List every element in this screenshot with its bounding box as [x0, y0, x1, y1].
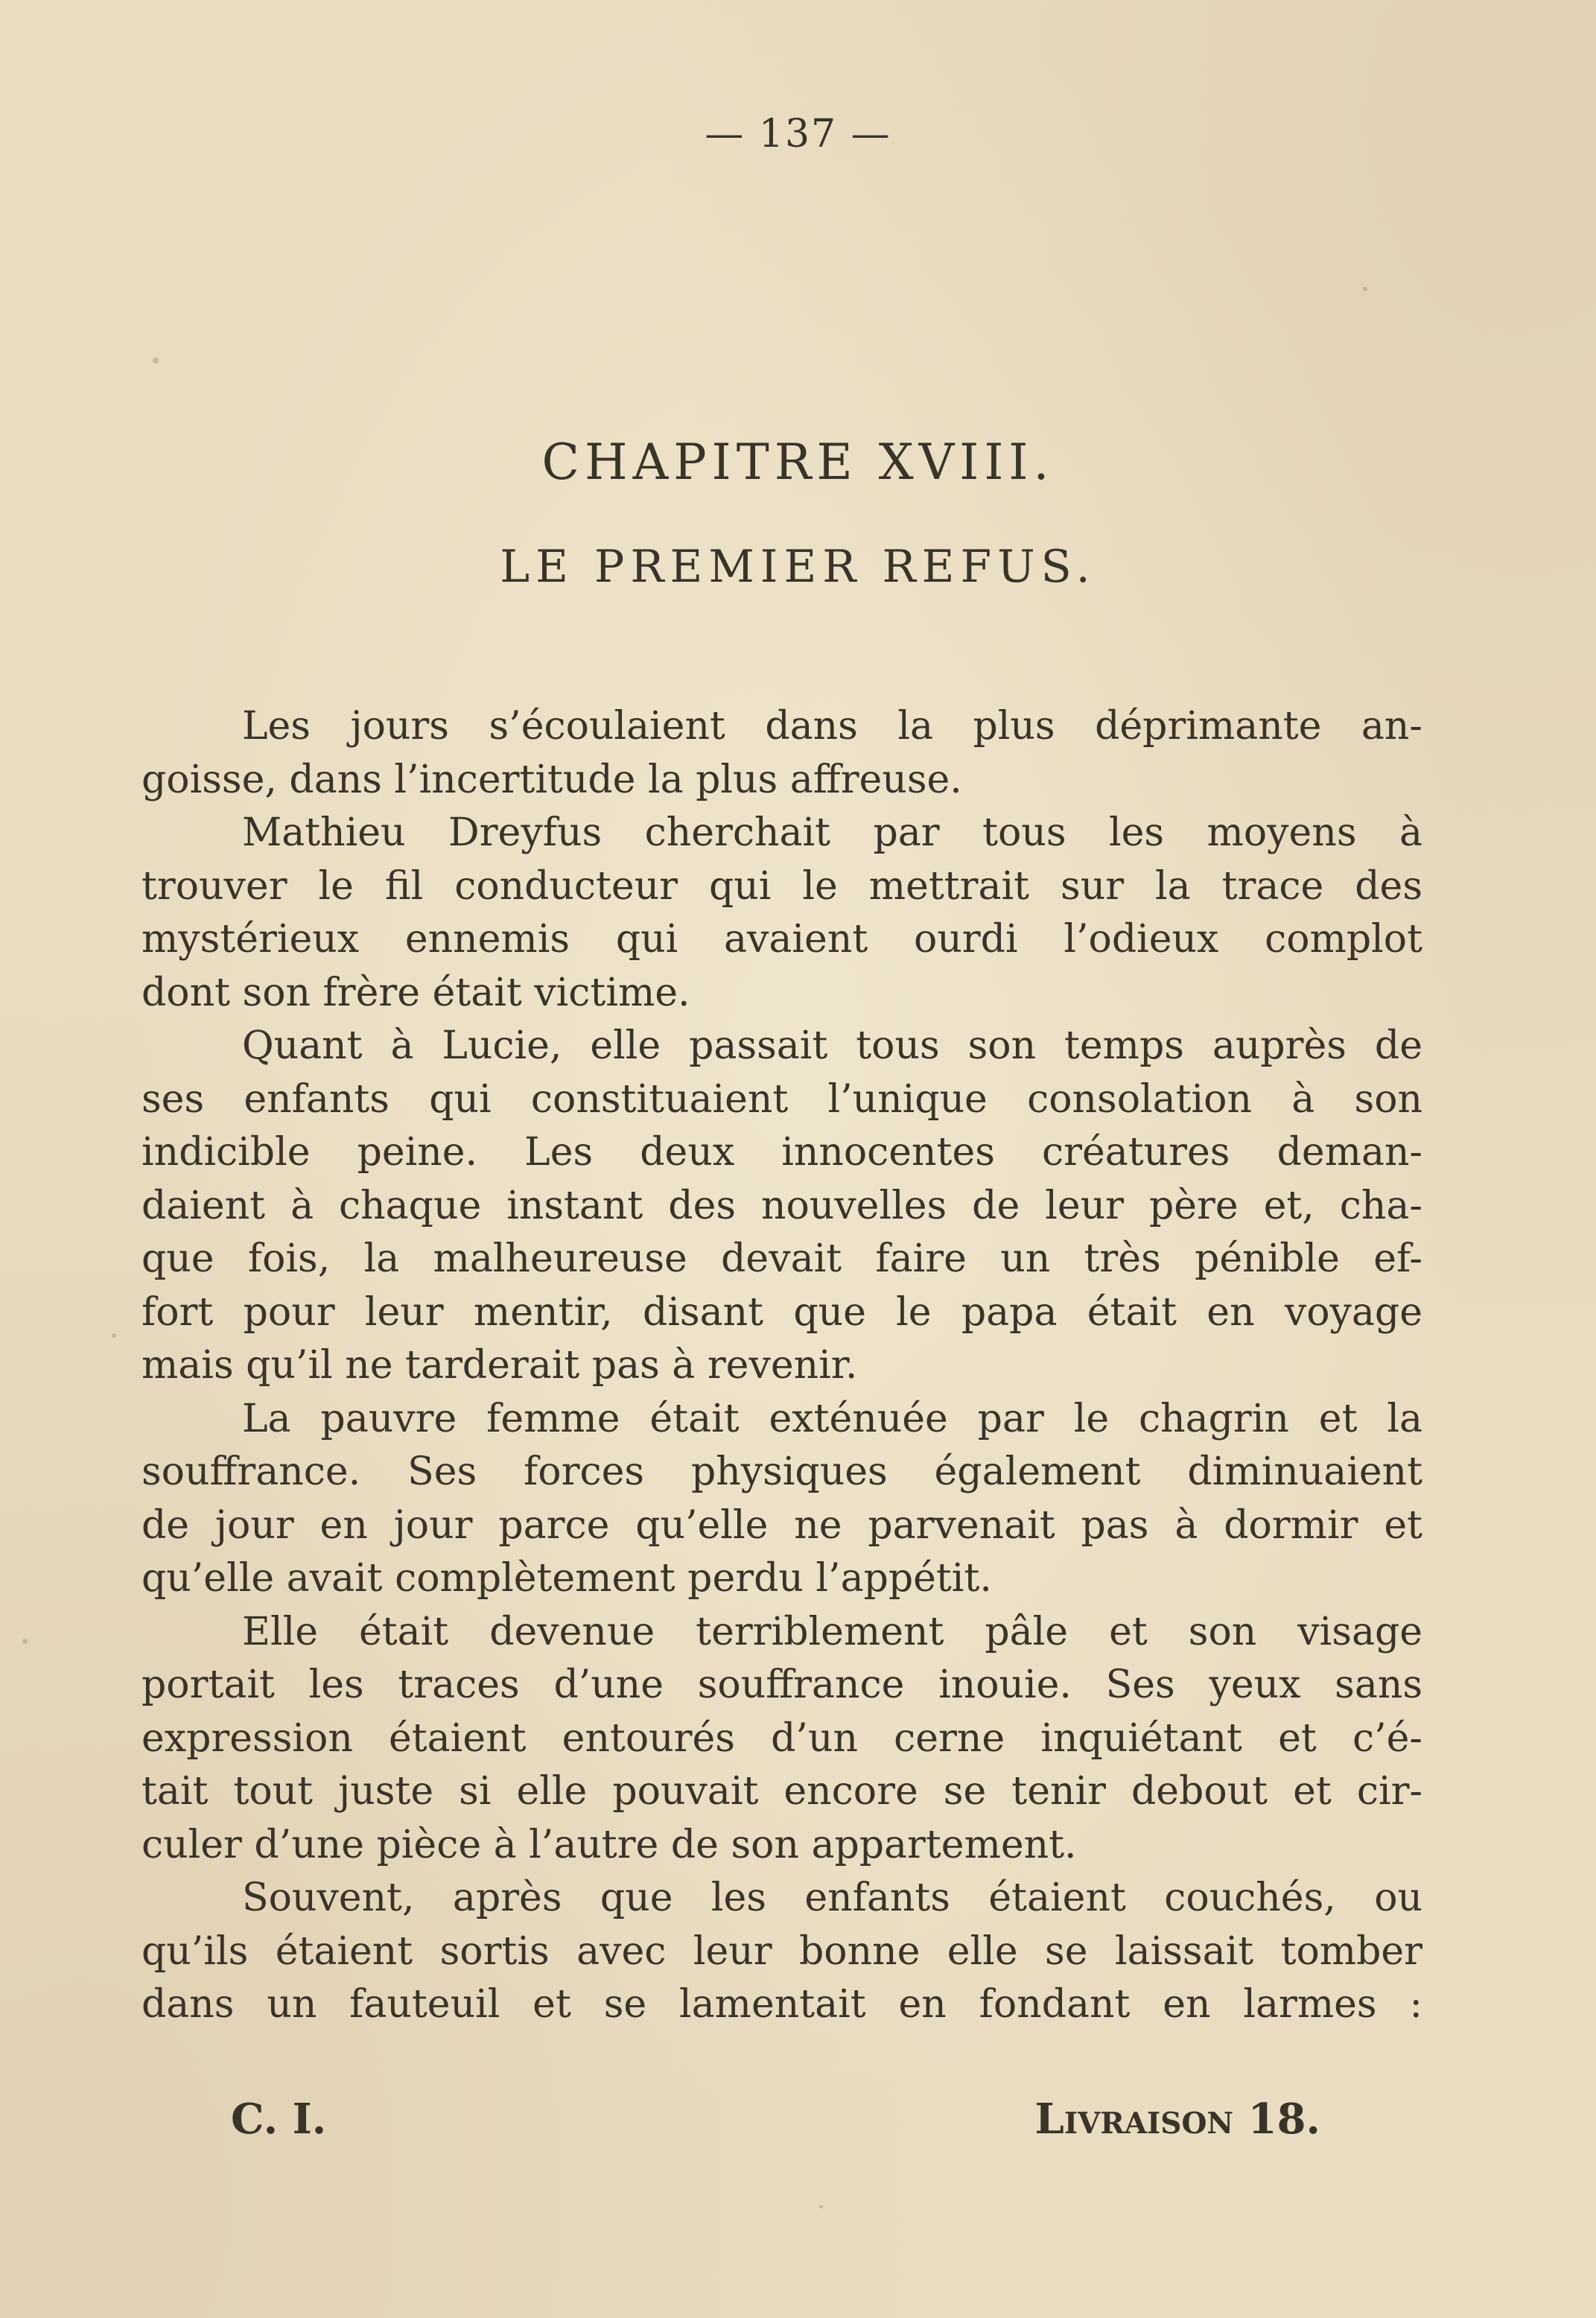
paper-speck — [22, 1639, 28, 1644]
text-line: fort pour leur mentir, disant que le papa était en voyage — [142, 1289, 1422, 1335]
paper-speck — [1363, 287, 1367, 291]
text-line: daient à chaque instant des nouvelles de leur père et, cha- — [142, 1183, 1422, 1228]
text-line: Elle était devenue terriblement pâle et son visage — [242, 1609, 1422, 1654]
text-line: qu’ils étaient sortis avec leur bonne elle se laissait tomber — [142, 1928, 1422, 1974]
text-line: trouver le fil conducteur qui le mettrait sur la trace des — [142, 863, 1422, 909]
text-line: goisse, dans l’incertitude la plus affreuse. — [142, 757, 962, 802]
text-line: portait les traces d’une souffrance inouie. Ses yeux sans — [142, 1663, 1422, 1707]
text-line: que fois, la malheureuse devait faire un très pénible ef- — [142, 1236, 1422, 1281]
text-line: Quant à Lucie, elle passait tous son temps auprès de — [242, 1023, 1422, 1068]
text-line: ses enfants qui constituaient l’unique consolation à son — [142, 1076, 1422, 1122]
page-number: — 137 — — [705, 112, 891, 156]
text-line: Les jours s’écoulaient dans la plus déprimante an- — [242, 704, 1422, 749]
chapter-subtitle: LE PREMIER REFUS. — [500, 541, 1096, 593]
paper-speck — [819, 2205, 823, 2209]
footer — [0, 2095, 1596, 2154]
text-line: mystérieux ennemis qui avaient ourdi l’odieux complot — [142, 917, 1422, 962]
text-line: mais qu’il ne tarderait pas à revenir. — [142, 1343, 858, 1388]
text-line: expression étaient entourés d’un cerne inquiétant et c’é- — [142, 1715, 1422, 1761]
body-text — [142, 700, 1422, 2032]
paper-speck — [112, 1333, 116, 1338]
text-line: culer d’une pièce à l’autre de son appartement. — [142, 1822, 1077, 1867]
text-line: La pauvre femme était exténuée par le chagrin et la — [242, 1396, 1422, 1441]
text-line: de jour en jour parce qu’elle ne parvenait pas à dormir et — [142, 1502, 1422, 1548]
text-line: Souvent, après que les enfants étaient couchés, ou — [242, 1876, 1422, 1920]
text-line: dans un fauteuil et se lamentait en fondant en larmes : — [142, 1982, 1422, 2027]
text-line: qu’elle avait complètement perdu l’appétit. — [142, 1556, 992, 1601]
footer-signature: C. I. — [231, 2095, 327, 2144]
paper-speck — [153, 358, 159, 363]
footer-installment: Livraison 18. — [1034, 2095, 1320, 2144]
text-line: souffrance. Ses forces physiques également diminuaient — [142, 1449, 1422, 1494]
chapter-title: CHAPITRE XVIII. — [541, 434, 1055, 491]
text-line: Mathieu Dreyfus cherchait par tous les moyens à — [242, 810, 1422, 855]
text-line: indicible peine. Les deux innocentes créatures deman- — [142, 1130, 1422, 1175]
text-line: tait tout juste si elle pouvait encore se tenir debout et cir- — [142, 1769, 1422, 1814]
text-line: dont son frère était victime. — [142, 970, 690, 1015]
